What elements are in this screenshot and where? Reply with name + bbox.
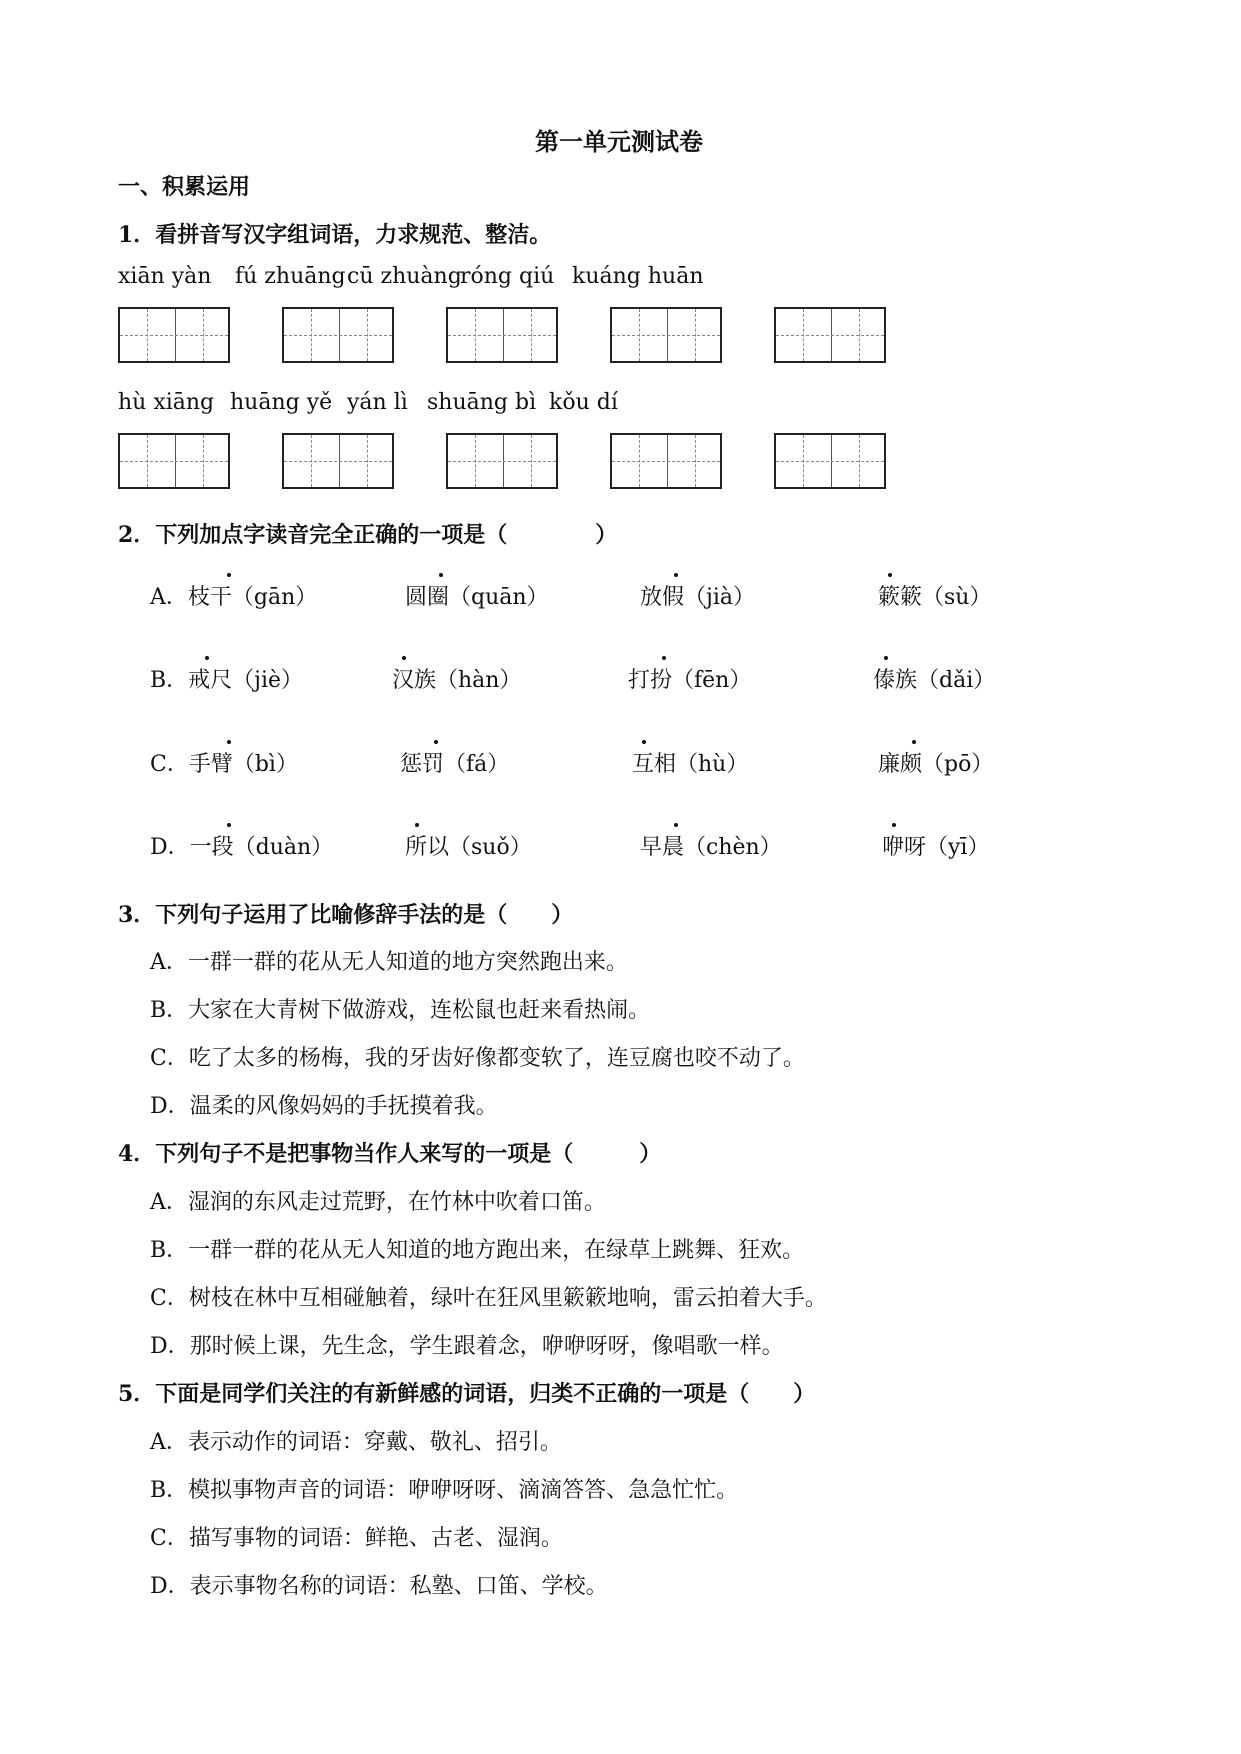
pinyin-label: kuáng huān xyxy=(572,264,704,289)
option-item: 圆圈（quān） xyxy=(405,585,549,610)
writing-grid[interactable] xyxy=(610,433,722,489)
emphasis-dot xyxy=(662,656,666,660)
emphasis-dot xyxy=(642,740,646,744)
option-item: C．树枝在林中互相碰触着，绿叶在狂风里簌簌地响，雷云拍着大手。 xyxy=(150,1286,827,1311)
emphasis-dot xyxy=(227,740,231,744)
option-item: 簌簌（sù） xyxy=(878,585,992,610)
emphasis-dot xyxy=(205,656,209,660)
emphasis-dot xyxy=(884,656,888,660)
option-item: 傣族（dǎi） xyxy=(873,668,996,693)
q3-stem: 3．下列句子运用了比喻修辞手法的是（ ） xyxy=(118,902,574,928)
q1-stem: 1．看拼音写汉字组词语，力求规范、整洁。 xyxy=(118,222,552,248)
option-item: C．吃了太多的杨梅，我的牙齿好像都变软了，连豆腐也咬不动了。 xyxy=(150,1046,805,1071)
option-item: A．枝干（gān） xyxy=(150,585,318,610)
pinyin-label: shuāng bì xyxy=(427,390,537,415)
option-item: 廉颇（pō） xyxy=(878,752,994,777)
writing-grid[interactable] xyxy=(282,433,394,489)
option-item: C．描写事物的词语：鲜艳、古老、湿润。 xyxy=(150,1526,563,1551)
option-item: 打扮（fēn） xyxy=(628,668,752,693)
option-item: 互相（hù） xyxy=(632,752,749,777)
option-item: C．手臂（bì） xyxy=(150,752,298,777)
q5-stem: 5．下面是同学们关注的有新鲜感的词语，归类不正确的一项是（ ） xyxy=(118,1381,816,1407)
option-item: B．大家在大青树下做游戏，连松鼠也赶来看热闹。 xyxy=(150,998,651,1023)
option-item: B．戒尺（jiè） xyxy=(150,668,304,693)
section-heading: 一、积累运用 xyxy=(118,174,251,200)
option-item: 放假（jià） xyxy=(640,585,755,610)
q4-stem: 4．下列句子不是把事物当作人来写的一项是（ ） xyxy=(118,1141,662,1167)
option-item: 咿呀（yī） xyxy=(882,835,990,860)
emphasis-dot xyxy=(227,823,231,827)
page-title: 第一单元测试卷 xyxy=(535,127,703,156)
option-item: 汉族（hàn） xyxy=(392,668,522,693)
option-item: B．模拟事物声音的词语：咿咿呀呀、滴滴答答、急急忙忙。 xyxy=(150,1478,739,1503)
pinyin-label: cū zhuàng xyxy=(347,264,462,289)
option-item: D．那时候上课，先生念，学生跟着念，咿咿呀呀，像唱歌一样。 xyxy=(150,1334,784,1359)
writing-grid[interactable] xyxy=(446,307,558,363)
pinyin-label: yán lì xyxy=(347,390,408,415)
pinyin-label: hù xiāng xyxy=(118,390,215,415)
pinyin-label: róng qiú xyxy=(460,264,555,289)
emphasis-dot xyxy=(912,740,916,744)
emphasis-dot xyxy=(434,740,438,744)
option-item: B．一群一群的花从无人知道的地方跑出来，在绿草上跳舞、狂欢。 xyxy=(150,1238,805,1263)
emphasis-dot xyxy=(415,823,419,827)
option-item: D．一段（duàn） xyxy=(150,835,334,860)
emphasis-dot xyxy=(439,573,443,577)
option-item: D．表示事物名称的词语：私塾、口笛、学校。 xyxy=(150,1574,608,1599)
emphasis-dot xyxy=(227,573,231,577)
emphasis-dot xyxy=(892,823,896,827)
option-item: 惩罚（fá） xyxy=(400,752,510,777)
option-item: D．温柔的风像妈妈的手抚摸着我。 xyxy=(150,1094,498,1119)
emphasis-dot xyxy=(674,823,678,827)
option-item: A．湿润的东风走过荒野，在竹林中吹着口笛。 xyxy=(150,1190,606,1215)
writing-grid[interactable] xyxy=(774,433,886,489)
writing-grid[interactable] xyxy=(118,433,230,489)
writing-grid[interactable] xyxy=(118,307,230,363)
option-item: 早晨（chèn） xyxy=(640,835,782,860)
option-item: 所以（suǒ） xyxy=(405,835,532,860)
writing-grid[interactable] xyxy=(774,307,886,363)
emphasis-dot xyxy=(402,656,406,660)
pinyin-label: kǒu dí xyxy=(549,390,618,415)
emphasis-dot xyxy=(888,573,892,577)
option-item: A．一群一群的花从无人知道的地方突然跑出来。 xyxy=(150,950,628,975)
writing-grid[interactable] xyxy=(282,307,394,363)
writing-grid[interactable] xyxy=(610,307,722,363)
option-item: A．表示动作的词语：穿戴、敬礼、招引。 xyxy=(150,1430,562,1455)
pinyin-label: huāng yě xyxy=(230,390,333,415)
emphasis-dot xyxy=(674,573,678,577)
pinyin-label: xiān yàn xyxy=(118,264,212,289)
q2-stem: 2．下列加点字读音完全正确的一项是（ ） xyxy=(118,522,618,548)
writing-grid[interactable] xyxy=(446,433,558,489)
pinyin-label: fú zhuāng xyxy=(235,264,346,289)
